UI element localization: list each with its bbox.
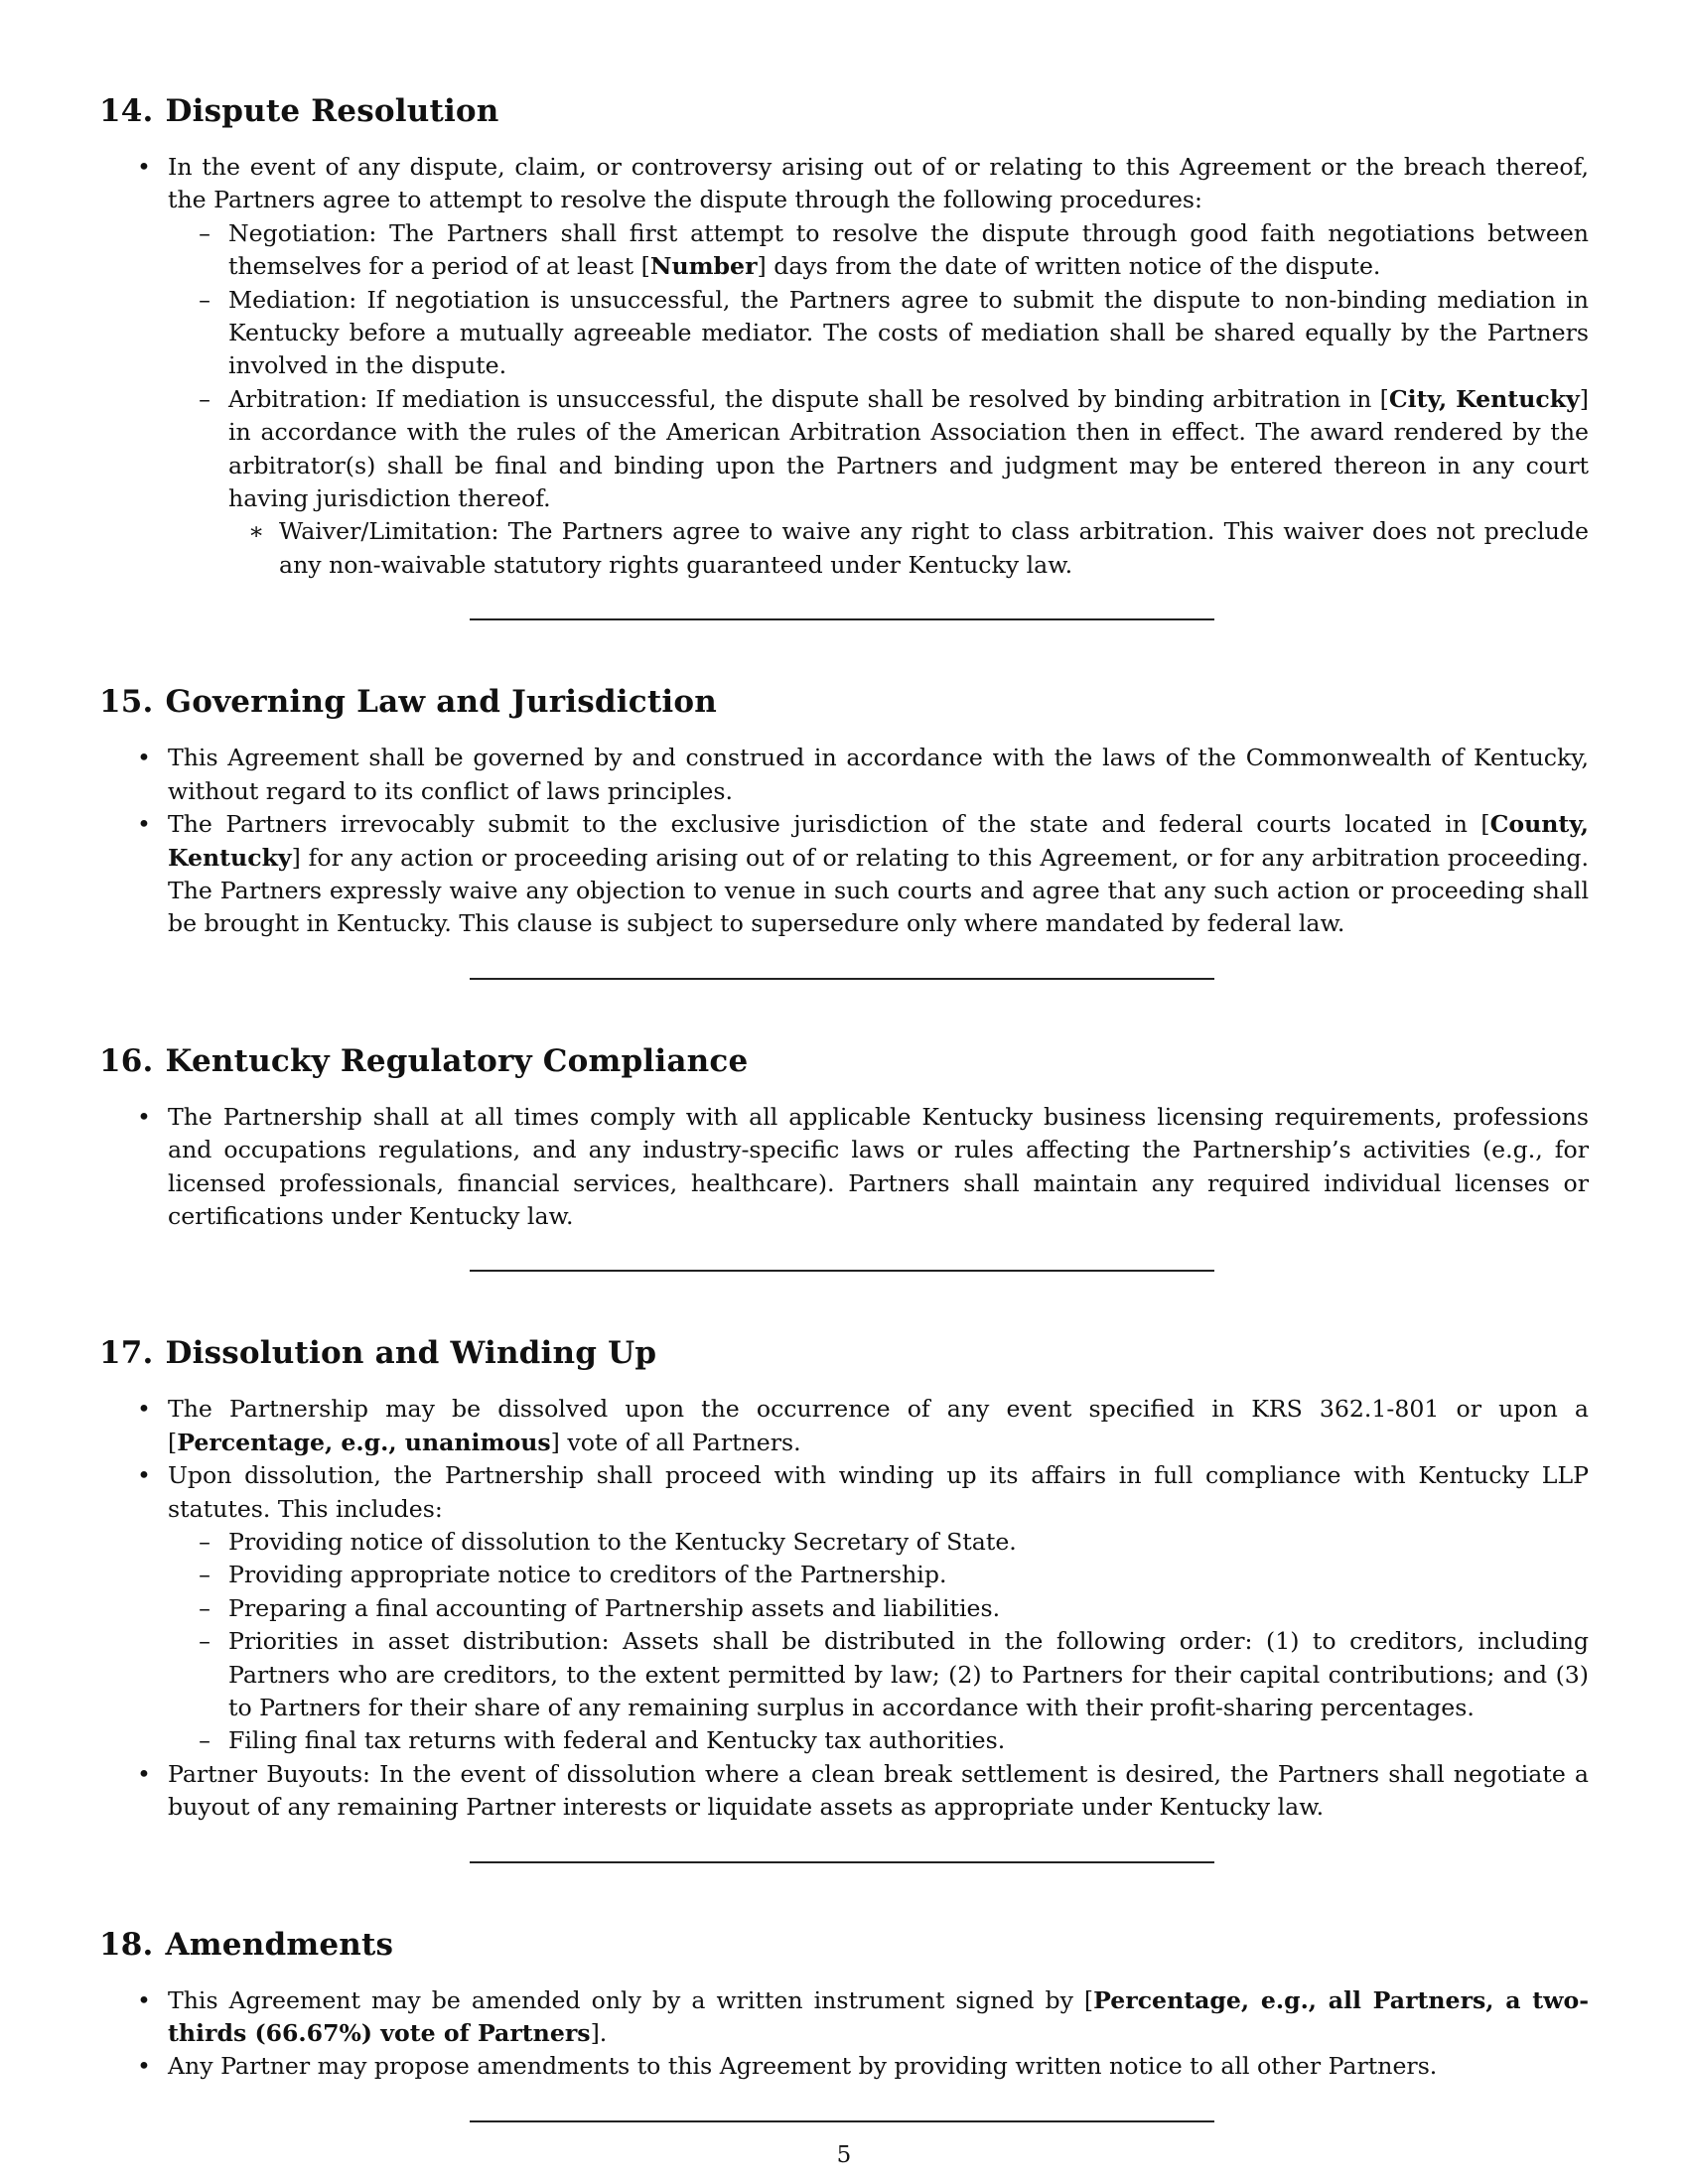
- list-item: • In the event of any dispute, claim, or controversy arising out of or relating to this Agreement or the breach thereof, the Partners agree to attempt to resolve the dispute through the following procedures: – Negotiation: The Partners shall first attempt to resolve the dispute through good faith negotiations between themselves for a period of at least [Number] days from the date of written notice of the dispute. – Mediation: If negotiation is unsuccessful, the Partners agree to submit the dispute to non-binding mediation in Kentucky before a mutually agreeable mediator. The costs of mediation shall be shared equally by the Partners involved in the dispute. – Arbitration: If mediation is unsuccessful, the dispute shall be resolved by binding arbitration in [City, Kentucky] in accordance with the rules of the American Arbitration Association then in effect. The award rendered by the arbitrator(s) shall be final and binding upon the Partners and judgment may be entered thereon in any court having jurisdiction thereof. ∗ Waiver/Limitation: The Partners agree to waive any right to class arbitration. This waiver does not preclude any non-waivable statutory rights guaranteed under Kentucky law.: [99, 151, 1589, 582]
- bullet-icon: •: [137, 1395, 151, 1424]
- list-item: – Providing appropriate notice to creditors of the Partnership.: [168, 1559, 1589, 1591]
- section-heading: 17. Dissolution and Winding Up: [99, 1335, 657, 1372]
- list-item: – Priorities in asset distribution: Assets shall be distributed in the following order: (1) to creditors, including Partners who are creditors, to the extent permitted by law; (2) to Partners for their capital contributions; and (3) to Partners for their share of any remaining surplus in accordance with their profit-sharing percentages.: [168, 1625, 1589, 1724]
- document-page: [99, 91, 1589, 2122]
- dash-icon: –: [199, 218, 211, 247]
- list-item: – Negotiation: The Partners shall first attempt to resolve the dispute through good faith negotiations between themselves for a period of at least [Number] days from the date of written notice of the dispute.: [168, 217, 1589, 284]
- list-item: • Any Partner may propose amendments to this Agreement by providing written notice to all other Partners.: [99, 2050, 1589, 2083]
- list-item: • This Agreement may be amended only by a written instrument signed by [Percentage, e.g., all Partners, a two-thirds (66.67%) vote of Partners].: [137, 1985, 1589, 2048]
- section-heading: 14. Dispute Resolution: [99, 93, 499, 129]
- placeholder-field: Percentage, e.g., all Partners, a two-thirds (66.67%) vote of Partners: [168, 1985, 1589, 2048]
- section-heading: 16. Kentucky Regulatory Compliance: [99, 1042, 749, 1079]
- dash-icon: –: [199, 1593, 211, 1622]
- section-heading: 18. Amendments: [99, 1926, 394, 1963]
- placeholder-field: County, Kentucky: [168, 810, 1589, 872]
- list-item: – Preparing a final accounting of Partnership assets and liabilities.: [168, 1592, 1589, 1625]
- dash-icon: –: [199, 285, 211, 314]
- section-14: [99, 91, 1589, 620]
- list-item: • Partner Buyouts: In the event of dissolution where a clean break settlement is desired, the Partners shall negotiate a buyout of any remaining Partner interests or liquidate assets as appropriate under Kentucky law.: [137, 1759, 1589, 1822]
- list-item: – Mediation: If negotiation is unsuccessful, the Partners agree to submit the dispute to non-binding mediation in Kentucky before a mutually agreeable mediator. The costs of mediation shall be shared equally by the Partners involved in the dispute.: [168, 284, 1589, 383]
- dash-icon: –: [199, 1726, 211, 1755]
- dash-icon: –: [199, 1561, 211, 1589]
- list-item: • This Agreement shall be governed by and construed in accordance with the laws of the Commonwealth of Kentucky, without regard to its conflict of laws principles.: [137, 744, 1589, 805]
- placeholder-field: City, Kentucky: [1388, 384, 1580, 413]
- section-17: [99, 1333, 1589, 1862]
- bullet-icon: •: [137, 153, 151, 181]
- bullet-icon: •: [137, 1759, 151, 1788]
- dash-icon: –: [199, 1627, 211, 1656]
- list-item: • The Partnership shall at all times comply with all applicable Kentucky business licensing requirements, professions and occupations regulations, and any industry-specific laws or rules affecting the Partnership’s activities (e.g., for licensed professionals, financial services, healthcare). Partners shall maintain any required individual licenses or certifications under Kentucky law.: [137, 1102, 1589, 1230]
- section-divider: [470, 978, 1214, 980]
- dash-icon: –: [199, 1527, 211, 1556]
- page-number: 5: [836, 2142, 852, 2168]
- bullet-icon: •: [137, 744, 151, 772]
- placeholder-field: Percentage, e.g., unanimous: [177, 1428, 551, 1456]
- placeholder-field: Number: [649, 252, 758, 281]
- section-divider: [470, 1270, 1214, 1272]
- section-divider: [470, 2120, 1214, 2122]
- section-divider: [470, 1861, 1214, 1863]
- bullet-icon: •: [137, 810, 151, 839]
- list-item: – Providing notice of dissolution to the Kentucky Secretary of State.: [168, 1526, 1589, 1559]
- bullet-icon: •: [137, 1461, 151, 1490]
- section-heading: 15. Governing Law and Jurisdiction: [99, 684, 717, 721]
- bullet-icon: •: [137, 2052, 151, 2081]
- list-item: – Filing final tax returns with federal and Kentucky tax authorities.: [168, 1724, 1589, 1757]
- asterisk-icon: ∗: [248, 517, 265, 546]
- dash-icon: –: [199, 384, 211, 413]
- list-item: – Arbitration: If mediation is unsuccessful, the dispute shall be resolved by binding arbitration in [City, Kentucky] in accordance with the rules of the American Arbitration Association then in effect. The award rendered by the arbitrator(s) shall be final and binding upon the Partners and judgment may be entered thereon in any court having jurisdiction thereof. ∗ Waiver/Limitation: The Partners agree to waive any right to class arbitration. This waiver does not preclude any non-waivable statutory rights guaranteed under Kentucky law.: [168, 383, 1589, 582]
- list-item: • The Partnership may be dissolved upon the occurrence of any event specified in KRS 362.1-801 or upon a [Percentage, e.g., unanimous] vote of all Partners.: [137, 1395, 1589, 1456]
- section-15: [99, 682, 1589, 979]
- bullet-icon: •: [137, 1985, 151, 2014]
- bullet-icon: •: [137, 1102, 151, 1131]
- list-item: • The Partners irrevocably submit to the exclusive jurisdiction of the state and federal courts located in [County, Kentucky] for any action or proceeding arising out of or relating to this Agreement, or for any arbitration proceeding. The Partners expressly waive any objection to venue in such courts and agree that any such action or proceeding shall be brought in Kentucky. This clause is subject to supersedure only where mandated by federal law.: [137, 810, 1589, 938]
- list-item: • Upon dissolution, the Partnership shall proceed with winding up its affairs in full compliance with Kentucky LLP statutes. This includes: – Providing notice of dissolution to the Kentucky Secretary of State. – Providing appropriate notice to creditors of the Partnership. – Preparing a final accounting of Partnership assets and liabilities. – Priorities in asset distribution: Assets shall be distributed in the following order: (1) to creditors, including Partners who are creditors, to the extent permitted by law; (2) to Partners for their capital contributions; and (3) to Partners for their share of any remaining surplus in accordance with their profit-sharing percentages. – Filing final tax returns with federal and Kentucky tax authorities.: [99, 1459, 1589, 1758]
- list-item: ∗ Waiver/Limitation: The Partners agree to waive any right to class arbitration. This waiver does not preclude any non-waivable statutory rights guaranteed under Kentucky law.: [248, 517, 1589, 579]
- section-18: [99, 1925, 1589, 2122]
- section-16: [99, 1041, 1589, 1273]
- section-divider: [470, 618, 1214, 620]
